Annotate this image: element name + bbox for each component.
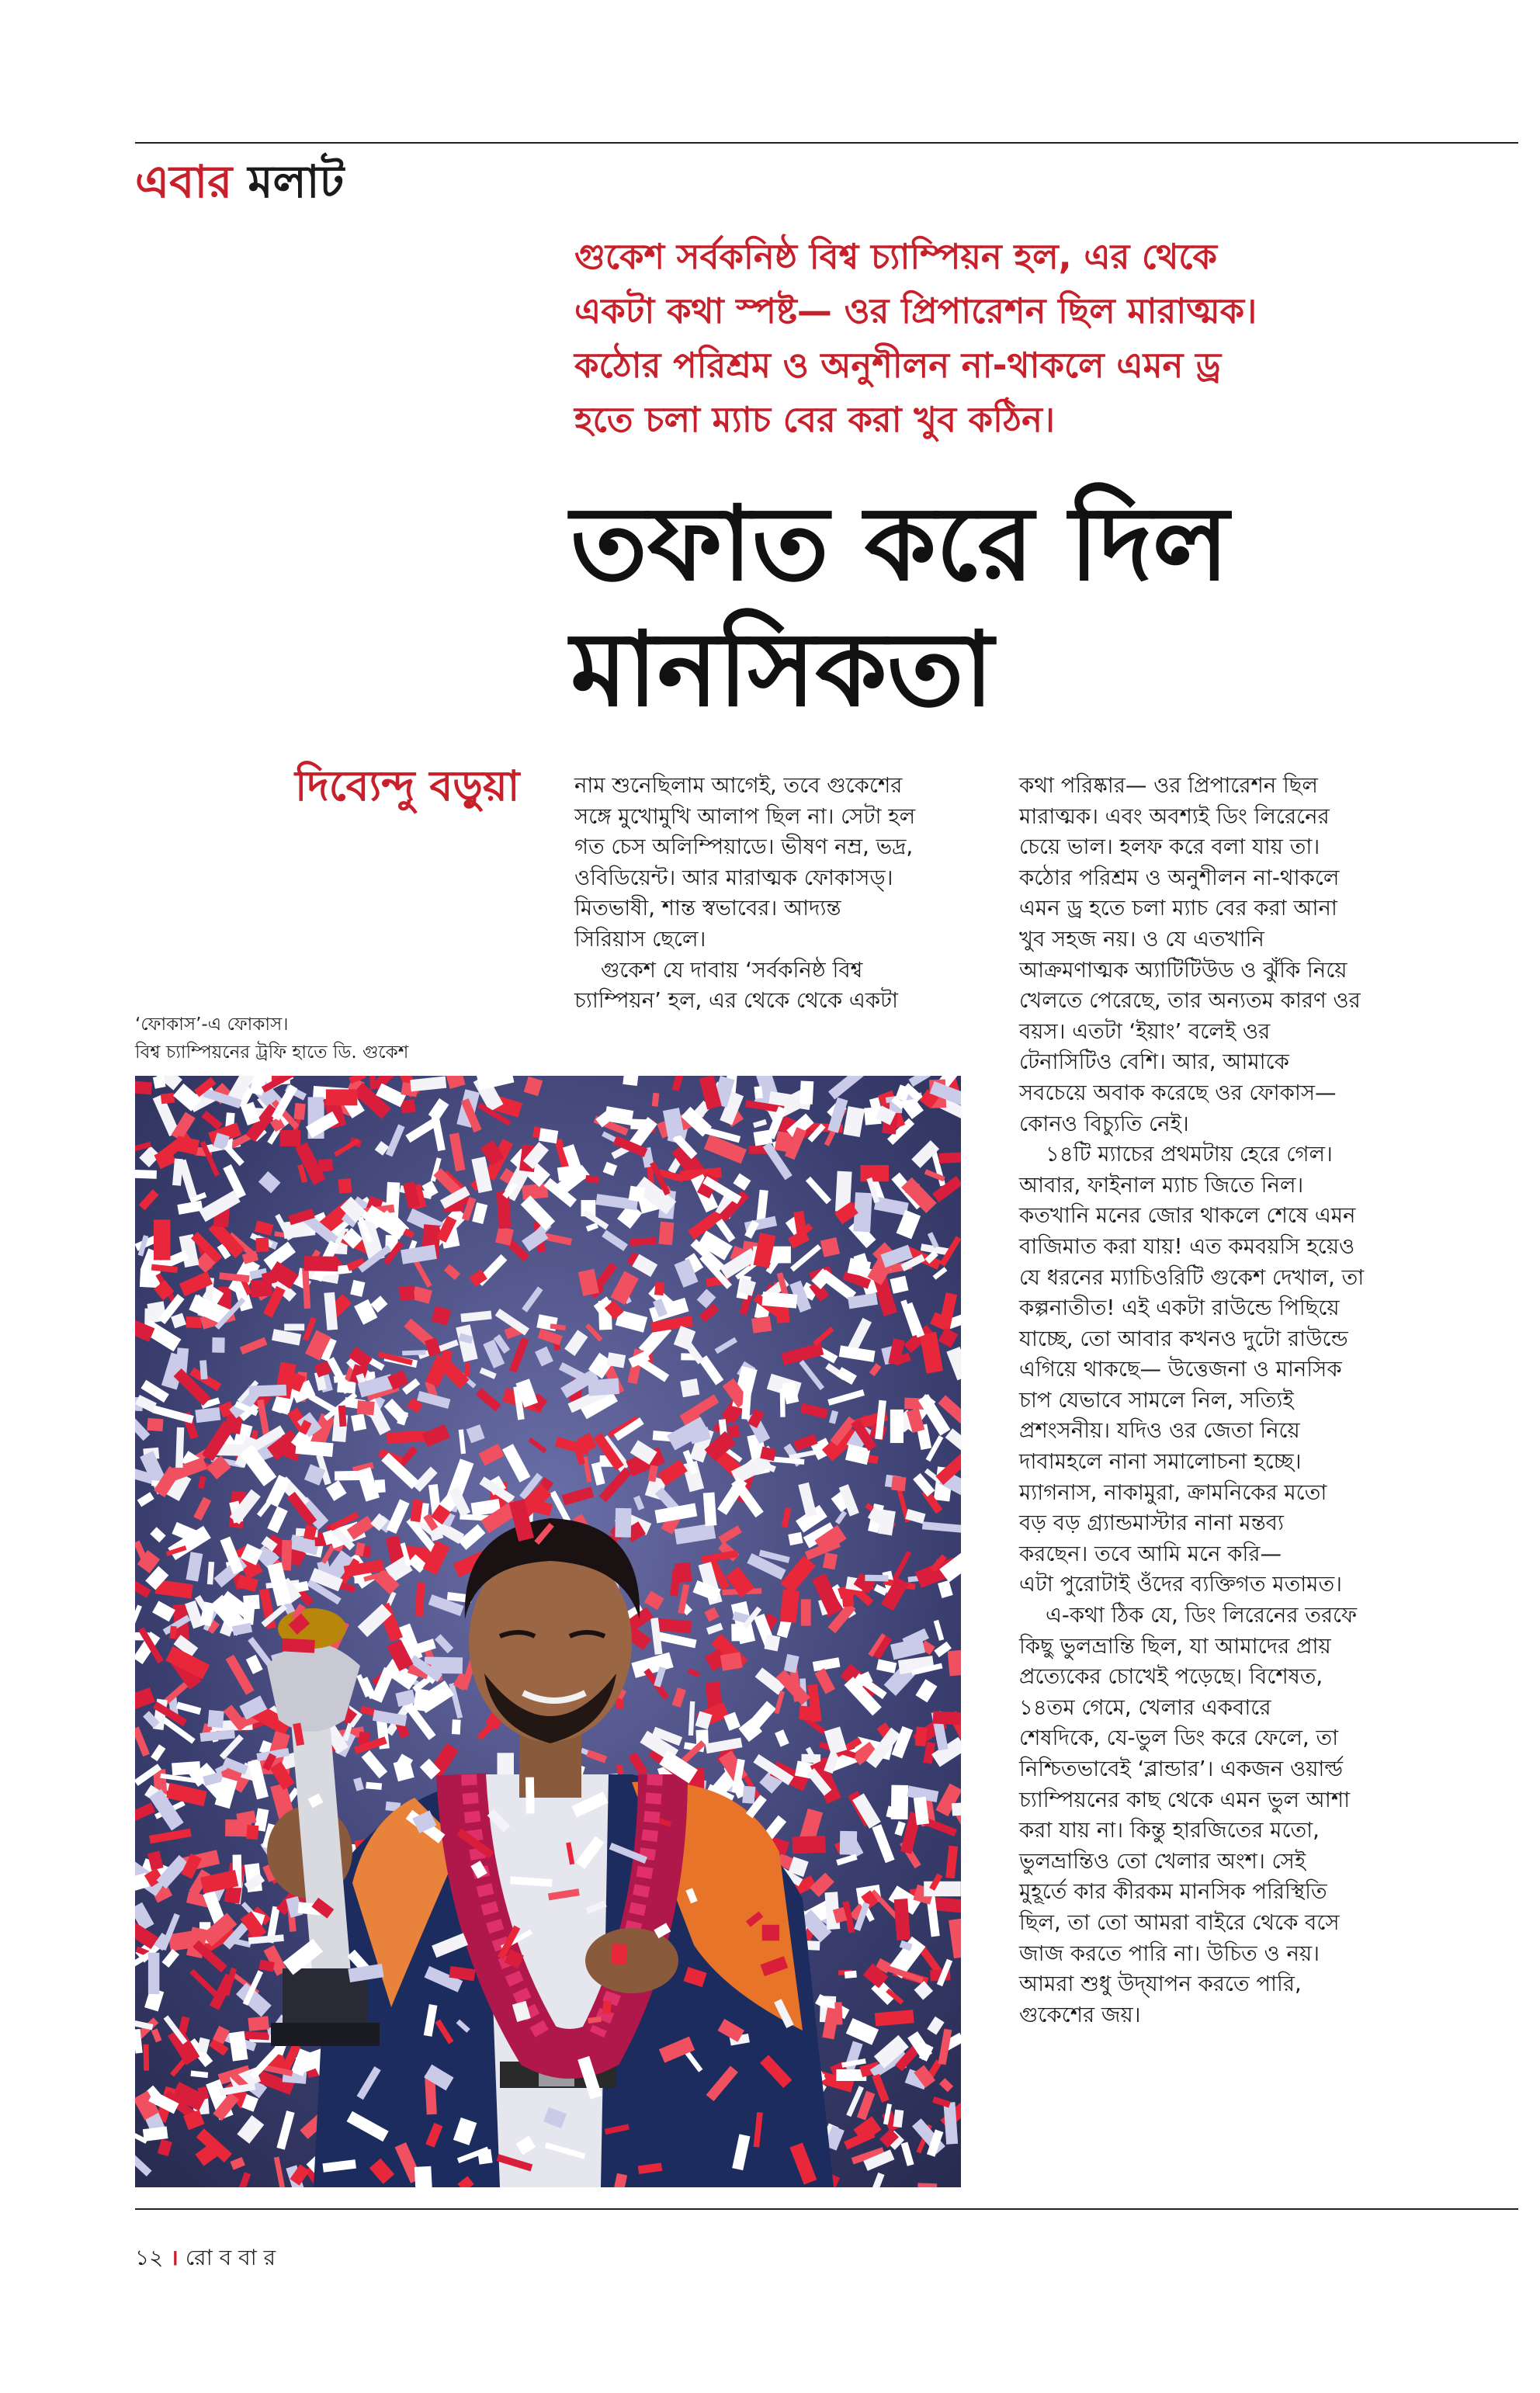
confetti-piece — [175, 1427, 184, 1468]
standfirst-line: কঠোর পরিশ্রম ও অনুশীলন না-থাকলে এমন ড্র — [574, 345, 1222, 386]
confetti-piece — [144, 2044, 149, 2071]
confetti-piece — [615, 1508, 631, 1538]
confetti-piece — [917, 2183, 937, 2187]
body-line: নাম শুনেছিলাম আগেই, তবে গুকেশের — [574, 773, 903, 798]
confetti-piece — [304, 1256, 338, 1271]
body-line: সিরিয়াস ছেলে। — [574, 926, 706, 952]
confetti-piece — [938, 1152, 961, 1164]
body-line: খুব সহজ নয়। ও যে এতখানি — [1019, 926, 1264, 952]
confetti-piece — [147, 1418, 163, 1431]
confetti-piece — [452, 1719, 461, 1734]
confetti-piece — [799, 1080, 813, 1105]
confetti-piece — [680, 1379, 699, 1397]
body-line: যাচ্ছে, তো আবার কখনও দুটো রাউন্ডে — [1019, 1326, 1348, 1351]
body-line: প্রত্যেকের চোখেই পড়েছে। বিশেষত, — [1019, 1664, 1323, 1690]
body-line: গুকেশের জয়। — [1019, 2002, 1141, 2027]
confetti-piece — [497, 1191, 512, 1229]
confetti-piece — [414, 2166, 432, 2187]
body-line: বয়স। এতটা ‘ইয়াং’ বলেই ওর — [1019, 1018, 1271, 1044]
body-line: শেষদিকে, যে-ভুল ডিং করে ফেলে, তা — [1019, 1725, 1339, 1751]
confetti-piece — [464, 1362, 470, 1377]
confetti-piece — [357, 1400, 375, 1415]
magazine-name: রো ব বা র — [185, 2245, 276, 2270]
body-line: দাবামহলে নানা সমালোচনা হচ্ছে। — [1019, 1449, 1302, 1475]
body-line: ভুলভ্রান্তিও তো খেলার অংশ। সেই — [1019, 1848, 1306, 1874]
confetti-piece — [387, 1431, 426, 1444]
confetti-piece — [780, 1590, 799, 1623]
body-line: সবচেয়ে অবাক করেছে ওর ফোকাস— — [1019, 1080, 1337, 1105]
trophy-plinth — [271, 2023, 380, 2046]
confetti-piece — [248, 2016, 269, 2031]
confetti-piece — [751, 1316, 772, 1333]
body-line: কিছু ভুলভ্রান্তি ছিল, যা আমাদের প্রায় — [1019, 1633, 1331, 1659]
headline-line: তফাত করে দিল — [571, 484, 1230, 604]
photo-caption — [135, 1011, 570, 1066]
confetti-piece — [284, 1324, 304, 1331]
body-line: ১৪তম গেমে, খেলার একবারে — [1019, 1694, 1271, 1720]
standfirst — [574, 230, 1428, 447]
body-line: ১৪টি ম্যাচের প্রথমটায় হেরে গেল। — [1046, 1142, 1333, 1167]
confetti-celebration-image — [135, 1076, 961, 2187]
confetti-piece — [169, 1626, 177, 1639]
article-column-1 — [574, 771, 997, 1017]
confetti-piece — [588, 1379, 619, 1396]
caption-line: ‘ফোকাস’-এ ফোকাস। — [135, 1014, 289, 1035]
confetti-piece — [933, 1711, 961, 1725]
confetti-piece — [952, 1802, 961, 1816]
confetti-piece — [477, 2149, 492, 2165]
body-line: এমন ড্র হতে চলা ম্যাচ বের করা আনা — [1019, 896, 1337, 921]
body-line: সঙ্গে মুখোমুখি আলাপ ছিল না। সেটা হল — [574, 803, 916, 829]
body-line: এটা পুরোটাই ওঁদের ব্যক্তিগত মতামত। — [1019, 1572, 1342, 1597]
confetti-piece — [293, 1103, 305, 1120]
confetti-piece — [249, 1385, 287, 1397]
headline — [571, 481, 1502, 733]
confetti-piece — [780, 1389, 786, 1417]
right-hand — [585, 1928, 678, 1993]
confetti-piece — [891, 1476, 906, 1492]
confetti-piece — [765, 1635, 781, 1652]
section-label — [135, 155, 345, 208]
body-line: টেনাসিটিও বেশি। আর, আমাকে — [1019, 1049, 1289, 1075]
body-line: কতখানি মনের জোর থাকলে শেষে এমন — [1019, 1203, 1356, 1229]
headline-line: মানসিকতা — [571, 610, 994, 730]
confetti-piece — [338, 1178, 352, 1194]
body-line: করছেন। তবে আমি মনে করি— — [1019, 1541, 1282, 1566]
top-rule — [135, 142, 1518, 144]
confetti-piece — [161, 1093, 175, 1104]
standfirst-line: গুকেশ সর্বকনিষ্ঠ বিশ্ব চ্যাম্পিয়ন হল, এর থেকে — [574, 236, 1217, 277]
confetti-piece — [629, 1186, 645, 1202]
confetti-piece — [799, 1705, 814, 1720]
confetti-piece — [894, 1899, 910, 1940]
body-line: কঠোর পরিশ্রম ও অনুশীলন না-থাকলে — [1019, 865, 1340, 890]
confetti-piece — [251, 1279, 272, 1297]
body-line: কথা পরিষ্কার— ওর প্রিপারেশন ছিল — [1019, 773, 1318, 798]
body-line: গত চেস অলিম্পিয়াডে। ভীষণ নম্র, ভদ্র, — [574, 834, 914, 860]
confetti-piece — [256, 1237, 269, 1252]
confetti-piece — [623, 1076, 639, 1086]
confetti-piece — [762, 1925, 779, 1941]
body-line: চ্যাম্পিয়নের কাছ থেকে এমন ভুল আশা — [1019, 1787, 1351, 1812]
body-line: করা যায় না। কিন্তু হারজিতের মতো, — [1019, 1818, 1320, 1843]
body-line: আমরা শুধু উদ্‌যাপন করতে পারি, — [1019, 1972, 1302, 1997]
body-line: বড় বড় গ্র্যান্ডমাস্টার নানা মন্তব্য — [1019, 1510, 1284, 1536]
body-line: ছিল, তা তো আমরা বাইরে থেকে বসে — [1019, 1909, 1340, 1935]
confetti-piece — [801, 1754, 820, 1763]
confetti-piece — [630, 1118, 650, 1129]
confetti-piece — [135, 1080, 152, 1094]
confetti-piece — [861, 1165, 889, 1181]
cover-photo — [135, 1076, 961, 2187]
body-line: খেলতে পেরেছে, তার অন্যতম কারণ ওর — [1019, 988, 1361, 1014]
footer-separator: । — [170, 2245, 179, 2270]
body-line: মারাত্মক। এবং অবশ্যই ডিং লিরেনের — [1019, 803, 1330, 829]
confetti-piece — [611, 1944, 626, 1965]
body-line: বাজিমাত করা যায়! এত কমবয়সি হয়েও — [1019, 1233, 1355, 1259]
page-number: ১২ — [135, 2245, 164, 2270]
confetti-piece — [153, 1076, 166, 1089]
confetti-piece — [212, 1337, 224, 1353]
confetti-piece — [243, 2031, 269, 2040]
confetti-piece — [525, 1777, 535, 1814]
body-line: মুহূর্তে কার কীরকম মানসিক পরিস্থিতি — [1019, 1879, 1327, 1905]
body-line: চ্যাম্পিয়ন’ হল, এর থেকে থেকে একটা — [574, 988, 898, 1014]
body-line: চেয়ে ভাল। হলফ করে বলা যায় তা। — [1019, 834, 1320, 860]
confetti-piece — [375, 1479, 386, 1493]
confetti-piece — [557, 1166, 575, 1181]
section-label-black: মলাট — [248, 155, 345, 208]
body-line: কোনও বিচ্যুতি নেই। — [1019, 1111, 1189, 1136]
confetti-piece — [865, 1575, 888, 1582]
confetti-piece — [282, 1639, 314, 1653]
confetti-piece — [402, 1350, 425, 1355]
confetti-piece — [948, 1650, 961, 1677]
confetti-piece — [326, 1089, 358, 1105]
page-footer — [135, 2247, 276, 2269]
confetti-piece — [801, 1599, 811, 1625]
body-line: জাজ করতে পারি না। উচিত ও নয়। — [1019, 1940, 1320, 1966]
confetti-piece — [890, 1410, 904, 1443]
body-line: প্রশংসনীয়। যদিও ওর জেতা নিয়ে — [1019, 1418, 1300, 1444]
body-line: এগিয়ে থাকছে— উত্তেজনা ও মানসিক — [1019, 1357, 1342, 1382]
standfirst-line: হতে চলা ম্যাচ বের করা খুব কঠিন। — [574, 399, 1056, 440]
confetti-piece — [915, 1727, 928, 1746]
body-line: এ-কথা ঠিক যে, ডিং লিরেনের তরফে — [1046, 1603, 1358, 1628]
body-line: নিশ্চিতভাবেই ‘ব্লান্ডার’। একজন ওয়ার্ল্ড — [1019, 1757, 1344, 1781]
body-line: কল্পনাতীত! এই একটা রাউন্ডে পিছিয়ে — [1019, 1295, 1340, 1321]
body-line: আক্রমণাত্মক অ্যাটিটিউড ও ঝুঁকি নিয়ে — [1019, 957, 1348, 983]
confetti-piece — [654, 1281, 664, 1295]
confetti-piece — [742, 1786, 755, 1804]
standfirst-line: একটা কথা স্পষ্ট— ওর প্রিপারেশন ছিল মারাত্মক। — [574, 290, 1257, 331]
confetti-piece — [154, 1219, 171, 1260]
section-label-red: এবার — [135, 155, 233, 208]
confetti-piece — [703, 1493, 717, 1527]
body-line: ম্যাগনাস, নাকামুরা, ক্রামনিকের মতো — [1019, 1479, 1327, 1505]
confetti-piece — [841, 1590, 854, 1607]
confetti-piece — [186, 1316, 202, 1328]
confetti-piece — [148, 1953, 160, 1994]
body-line: ওবিডিয়েন্ট। আর মারাত্মক ফোকাসড্। — [574, 865, 893, 890]
confetti-piece — [602, 2001, 612, 2014]
bottom-rule — [135, 2208, 1518, 2210]
confetti-piece — [207, 1710, 224, 1728]
confetti-piece — [845, 1971, 857, 1979]
confetti-piece — [338, 1406, 347, 1427]
article-column-2 — [1019, 771, 1516, 2031]
body-line: যে ধরনের ম্যাচিওরিটি গুকেশ দেখাল, তা — [1019, 1264, 1365, 1290]
confetti-piece — [281, 1540, 292, 1571]
confetti-piece — [135, 1169, 157, 1178]
confetti-piece — [243, 1595, 260, 1611]
confetti-piece — [199, 1360, 207, 1379]
confetti-piece — [280, 1130, 301, 1146]
confetti-piece — [754, 1086, 762, 1098]
caption-line: বিশ্ব চ্যাম্পিয়নের ট্রফি হাতে ডি. গুকেশ — [135, 1042, 409, 1063]
confetti-piece — [792, 1836, 825, 1854]
byline: দিব্যেন্দু বড়ুয়া — [295, 761, 520, 810]
body-line: চাপ যেভাবে সামলে নিল, সত্যিই — [1019, 1387, 1294, 1413]
confetti-piece — [246, 1825, 258, 1840]
confetti-piece — [399, 1285, 415, 1301]
body-line: আবার, ফাইনাল ম্যাচ জিতে নিল। — [1019, 1172, 1304, 1198]
confetti-piece — [172, 1761, 200, 1775]
body-line: মিতভাষী, শান্ত স্বভাবের। আদ্যন্ত — [574, 896, 841, 921]
confetti-piece — [731, 1624, 739, 1641]
confetti-piece — [366, 1782, 382, 1790]
body-line: গুকেশ যে দাবায় ‘সর্বকনিষ্ঠ বিশ্ব — [601, 957, 863, 983]
confetti-piece — [658, 1222, 674, 1245]
confetti-piece — [924, 1881, 961, 1896]
